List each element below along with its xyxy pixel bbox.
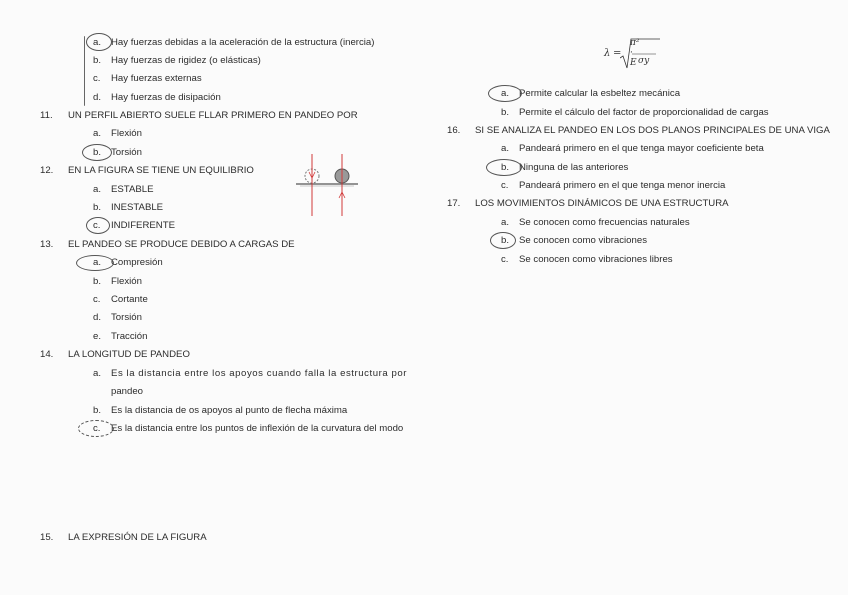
- q17-option-a[interactable]: a. Se conocen como frecuencias naturales: [501, 217, 690, 228]
- question-16: 16. SI SE ANALIZA EL PANDEO EN LOS DOS PLANOS PRINCIPALES DE UNA VIGA: [447, 125, 830, 136]
- option-top-c[interactable]: c. Hay fuerzas externas: [93, 73, 202, 84]
- q14-option-a[interactable]: a. Es la distancia entre los apoyos cuando falla la estructura por: [93, 368, 407, 379]
- option-top-b[interactable]: b. Hay fuerzas de rigidez (o elásticas): [93, 55, 261, 66]
- equilibrium-figure: [296, 154, 358, 216]
- q15-option-b[interactable]: b. Permite el cálculo del factor de proporcionalidad de cargas: [501, 107, 769, 118]
- q16-option-a[interactable]: a. Pandeará primero en el que tenga mayor coeficiente beta: [501, 143, 764, 154]
- formula-numerator: π² · E: [630, 38, 640, 68]
- q12-option-c[interactable]: c. INDIFERENTE: [93, 220, 175, 231]
- q13-option-b[interactable]: b. Flexión: [93, 276, 142, 287]
- q13-option-a[interactable]: a. Compresión: [93, 257, 163, 268]
- formula-equals: =: [613, 48, 622, 59]
- q11-option-a[interactable]: a. Flexión: [93, 128, 142, 139]
- q17-option-c[interactable]: c. Se conocen como vibraciones libres: [501, 254, 673, 265]
- q14-option-c[interactable]: c. Es la distancia entre los puntos de inflexión de la curvatura del modo: [93, 423, 404, 434]
- formula-denominator: σy: [638, 56, 650, 66]
- q17-option-b[interactable]: b. Se conocen como vibraciones: [501, 235, 647, 246]
- question-13: 13. EL PANDEO SE PRODUCE DEBIDO A CARGAS DE: [40, 239, 295, 250]
- question-12: 12. EN LA FIGURA SE TIENE UN EQUILIBRIO: [40, 165, 254, 176]
- q12-option-a[interactable]: a. ESTABLE: [93, 184, 154, 195]
- q12-option-b[interactable]: b. INESTABLE: [93, 202, 164, 213]
- question-15: 15. LA EXPRESIÓN DE LA FIGURA: [40, 532, 207, 543]
- hand-bracket: [84, 36, 85, 106]
- question-11: 11. UN PERFIL ABIERTO SUELE FLLAR PRIMERO EN PANDEO POR: [40, 110, 358, 121]
- question-17: 17. LOS MOVIMIENTOS DINÁMICOS DE UNA ESTRUCTURA: [447, 198, 729, 209]
- q13-option-d[interactable]: d. Torsión: [93, 312, 142, 323]
- q15-option-a[interactable]: a. Permite calcular la esbeltez mecánica: [501, 88, 681, 99]
- q13-option-e[interactable]: e. Tracción: [93, 331, 148, 342]
- q16-option-c[interactable]: c. Pandeará primero en el que tenga menor inercia: [501, 180, 726, 191]
- question-14: 14. LA LONGITUD DE PANDEO: [40, 349, 190, 360]
- q16-option-b[interactable]: b. Ninguna de las anteriores: [501, 162, 629, 173]
- option-top-d[interactable]: d. Hay fuerzas de disipación: [93, 92, 221, 103]
- q14-option-b[interactable]: b. Es la distancia de os apoyos al punto de flecha máxima: [93, 405, 348, 416]
- option-top-a[interactable]: a. Hay fuerzas debidas a la aceleración de la estructura (inercia): [93, 37, 375, 48]
- q13-option-c[interactable]: c. Cortante: [93, 294, 148, 305]
- formula-lambda: λ: [604, 48, 611, 59]
- q11-option-b[interactable]: b. Torsión: [93, 147, 142, 158]
- q14-option-a-cont: pandeo: [111, 386, 144, 397]
